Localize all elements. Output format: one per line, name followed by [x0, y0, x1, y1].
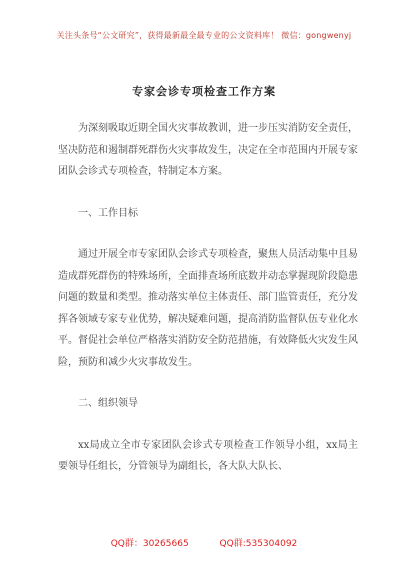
section1-paragraph: 通过开展全市专家团队会诊式专项检查，聚焦人员活动集中且易造成群死群伤的特殊场所，全面排查场所底数并动态掌握现阶段隐患问题的数量和类型。推动落实单位主体责任、部门监管责任，充分发挥各领域专家专业优势，解决疑难问题，提高消防监督队伍专业化水平。督促社会单位严格落实消防安全防范措施，有效降低火灾发生风险，预防和减少火灾事故发生。 — [58, 249, 358, 368]
section1-heading: 一、工作目标 — [78, 207, 138, 219]
footer-qq-group-1: QQ群：30265665 — [110, 539, 189, 549]
section2-paragraph: xx局成立全市专家团队会诊式专项检查工作领导小组，xx局主要领导任组长，分管领导为副组长，各大队大队长、 — [58, 439, 358, 472]
document-body — [58, 118, 358, 478]
header-note: 关注头条号“公文研究”，获得最新最全最专业的公文资料库！ 微信：gongwenyj — [56, 31, 352, 40]
footer — [0, 536, 408, 549]
document-title: 专家会诊专项检查工作方案 — [132, 85, 276, 98]
intro-paragraph: 为深刻吸取近期全国火灾事故教训，进一步压实消防安全责任，坚决防范和遏制群死群伤火灾事故发生，决定在全市范围内开展专家团队会诊式专项检查，特制定本方案。 — [58, 123, 358, 177]
section2-heading: 二、组织领导 — [78, 398, 138, 409]
footer-qq-group-2: QQ群:535304092 — [219, 539, 298, 549]
